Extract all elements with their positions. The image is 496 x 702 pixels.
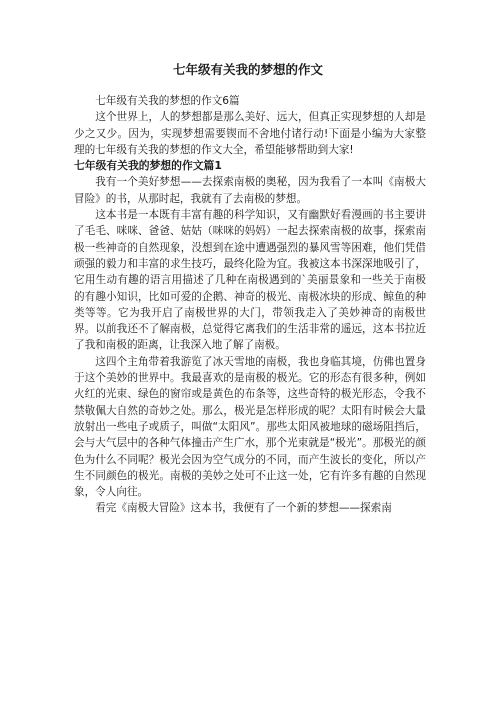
subtitle-line: 七年级有关我的梦想的作文6篇 (95, 95, 240, 107)
document-body (74, 93, 426, 517)
intro-paragraph: 这个世界上，人的梦想都是那么美好、远大，但真正实现梦想的人却是少之又少。因为，实现梦想需要锲而不舍地付诸行动!下面是小编为大家整理的七年级有关我的梦想的作文大全，希望能够帮助到大家! (74, 111, 426, 156)
body-paragraph: 这本书是一本既有丰富有趣的科学知识，又有幽默好看漫画的书主要讲了毛毛、咪咪、爸爸、姑姑（咪咪的妈妈）一起去探索南极的故事，探索南极一些神奇的自然现象，没想到在途中遭遇强烈的暴风雪等困难，他们凭借顽强的毅力和丰富的求生技巧，最终化险为宜。我被这本书深深地吸引了，它用生动有趣的语言用描述了几种在南极遇到的`美丽景象和一些关于南极的有趣小知识，比如可爱的企鹅、神奇的极光、南极冰块的形成、鲸鱼的种类等等。它为我开启了南极世界的大门，带领我走入了美妙神奇的南极世界。以前我还不了解南极，总觉得它离我们的生活非常的遥远，这本书拉近了我和南极的距离，让我深入地了解了南极。 (74, 209, 426, 352)
document-title: 七年级有关我的梦想的作文 (172, 62, 323, 77)
section-heading: 七年级有关我的梦想的作文篇1 (74, 159, 222, 173)
body-paragraph: 看完《南极大冒险》这本书，我便有了一个新的梦想——探索南 (95, 502, 392, 515)
body-paragraph: 我有一个美好梦想——去探索南极的奥秘，因为我看了一本叫《南极大冒险》的书，从那时起，我就有了去南极的梦想。 (74, 176, 426, 205)
body-paragraph: 这四个主角带着我游览了冰天雪地的南极，我也身临其境，仿佛也置身于这个美妙的世界中。我最喜欢的是南极的极光。它的形态有很多种，例如火红的光束、绿色的窗帘或是黄色的布条等，这些奇特的极光形态，令我不禁敬佩大自然的奇妙之处。那么，极光是怎样形成的呢？太阳有时候会大量放射出一些电子或质子，叫做“太阳风”。那些太阳风被地球的磁场阻挡后，会与大气层中的各种气体撞击产生广水，那个光束就是“极光”。那极光的颜色为什么不同呢？极光会因为空气成分的不同，而产生波长的变化，所以产生不同颜色的极光。南极的美妙之处可不止这一处，它有许多有趣的自然现象，令人向往。 (74, 355, 426, 499)
